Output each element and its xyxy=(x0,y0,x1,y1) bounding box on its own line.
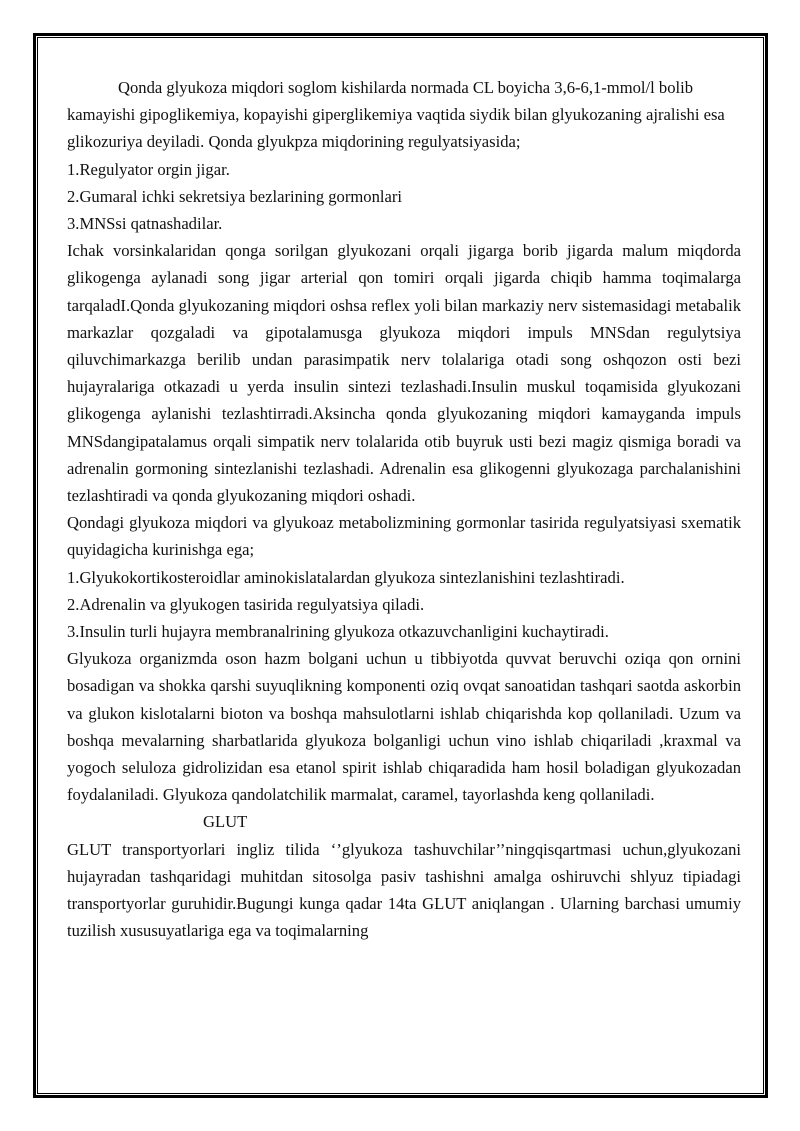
document-body xyxy=(67,74,741,945)
intro-paragraph: Qonda glyukoza miqdori soglom kishilarda normada CL boyicha 3,6-6,1-mmol/l bolib kamayishi gipoglikemiya, kopayishi giperglikemiya vaqtida siydik bilan glyukozaning ajralishi esa glikozuriya deyiladi. Qonda glyukpza miqdorining regulyatsiyasida; xyxy=(67,78,725,152)
list-item: 1.Regulyator orgin jigar. xyxy=(67,159,230,179)
list-item: 2.Gumaral ichki sekretsiya bezlarining gormonlari xyxy=(67,186,402,206)
body-paragraph: Glyukoza organizmda oson hazm bolgani uchun u tibbiyotda quvvat beruvchi oziqa qon ornini bosadigan va shokka qarshi suyuqlikning komponenti oziq ovqat sanoatidan tashqari saotda askorbin va glukon kislotalarni bioton va boshqa mahsulotlarni ishlab chiqarishda kop qollaniladi. Uzum va boshqa mevalarning sharbatlarida glyukoza bolganligi uchun vino ishlab chiqariladi ,kraxmal va yogoch seluloza gidrolizidan esa etanol spirit ishlab chiqaradida ham hosil boladigan glyukozadan foydalaniladi. Glyukoza qandolatchilik marmalat, caramel, tayorlashda keng qollaniladi. xyxy=(67,649,741,805)
list-item: 3.MNSsi qatnashadilar. xyxy=(67,214,223,234)
body-paragraph: GLUT transportyorlari ingliz tilida ‘’glyukoza tashuvchilar’’ningqisqartmasi uchun,glyukozani hujayradan tashqaridagi muhitdan sitosolga pasiv tashishni amalga oshiruvchi shlyuz tipiadagi transportyorlar guruhidir.Bugungi kunga qadar 14ta GLUT aniqlangan . Ularning barchasi umumiy tuzilish xususuyatlariga ega va toqimalarning xyxy=(67,839,741,941)
body-paragraph: Qondagi glyukoza miqdori va glyukoaz metabolizmining gormonlar tasirida regulyatsiyasi sxematik quyidagicha kurinishga ega; xyxy=(67,513,741,560)
list-item: 2.Adrenalin va glyukogen tasirida regulyatsiya qiladi. xyxy=(67,594,425,614)
section-heading: GLUT xyxy=(203,812,248,832)
body-paragraph: Ichak vorsinkalaridan qonga sorilgan glyukozani orqali jigarga borib jigarda malum miqdorda glikogenga aylanadi song jigar arterial qon tomiri orqali jigarda chiqib hamma toqimalarga tarqaladI.Qonda glyukozaning miqdori oshsa reflex yoli bilan markaziy nerv sistemasidagi metabalik markazlar qozgaladi va gipotalamusga glyukoza miqdori impuls MNSdan regulytsiya qiluvchimarkazga berilib undan parasimpatik nerv tolalariga otadi song oshqozon osti bezi hujayralariga otkazadi u yerda insulin sintezi tezlashadi.Insulin muskul toqamisida glyukozani glikogenga aylanishi tezlashtirradi.Aksincha qonda glyukozaning miqdori kamayganda impuls MNSdangipatalamus orqali simpatik nerv tolalarida otib buyruk usti bezi magiz qismiga boradi va adrenalin gormoning sintezlanishi tezlashadi. Adrenalin esa glikogenni glyukozaga parchalanishini tezlashtiradi va qonda glyukozaning miqdori oshadi. xyxy=(67,241,741,506)
list-item: 3.Insulin turli hujayra membranalrining glyukoza otkazuvchanligini kuchaytiradi. xyxy=(67,622,609,642)
list-item: 1.Glyukokortikosteroidlar aminokislatalardan glyukoza sintezlanishini tezlashtiradi. xyxy=(67,567,625,587)
